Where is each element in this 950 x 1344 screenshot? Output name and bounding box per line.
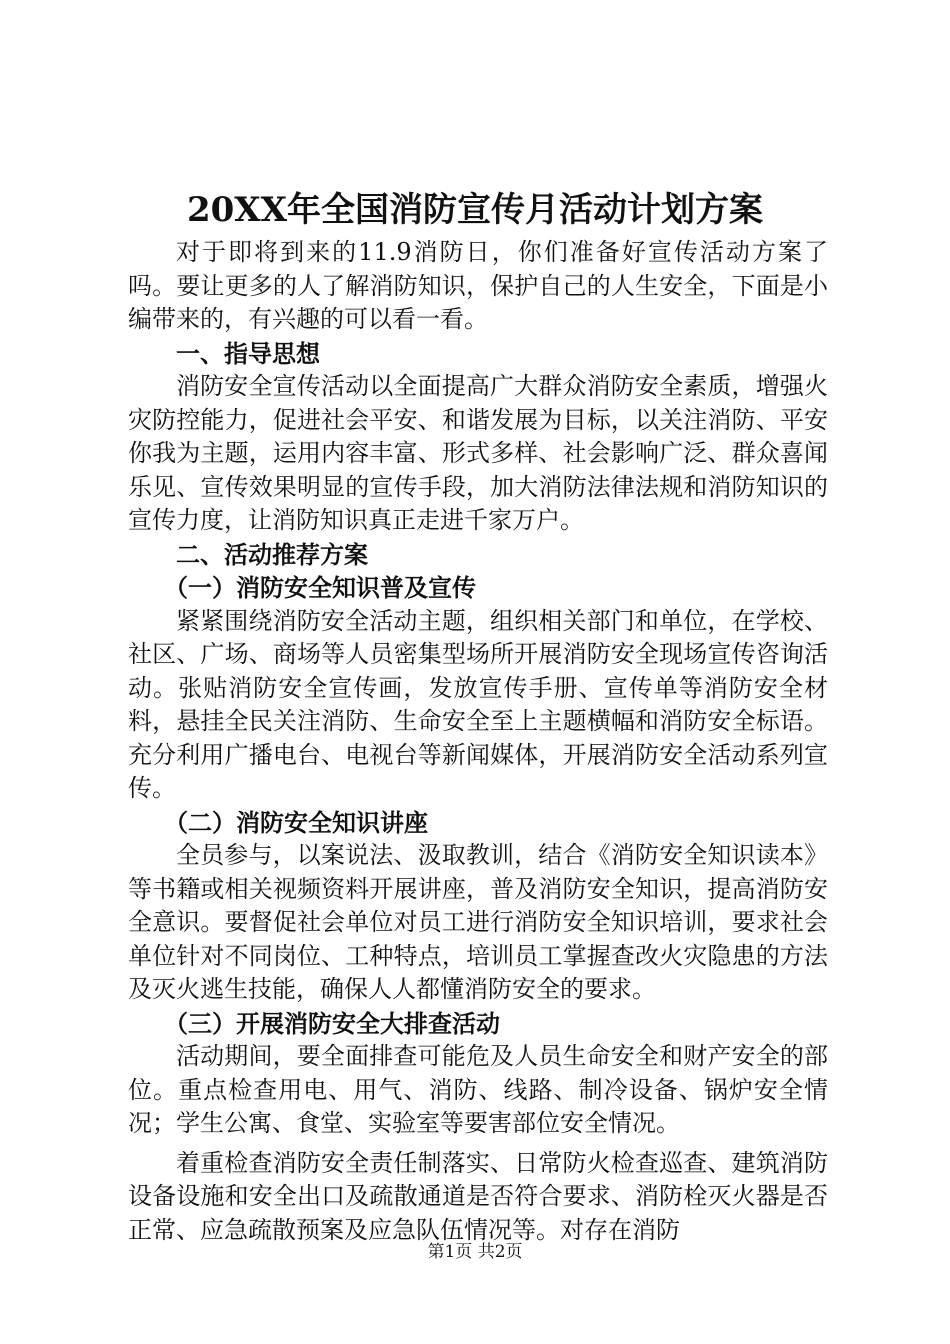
section-paragraph-guiding-ideology: 消防安全宣传活动以全面提高广大群众消防安全素质，增强火灾防控能力，促进社会平安、和谐发展为目标，以关注消防、平安你我为主题，运用内容丰富、形式多样、社会影响广泛、群众喜闻乐见、宣传效果明显的宣传手段，加大消防法律法规和消防知识的宣传力度，让消防知识真正走进千家万户。: [128, 372, 828, 534]
section-heading-activity-plan: 二、活动推荐方案: [176, 539, 368, 569]
page-indicator: 第1页 共2页: [427, 1242, 523, 1262]
subsection-paragraph-safety-inspection-2: 着重检查消防安全责任制落实、日常防火检查巡查、建筑消防设备设施和安全出口及疏散通道是否符合要求、消防栓灭火器是否正常、应急疏散预案及应急队伍情况等。对存在消防: [128, 1148, 828, 1244]
intro-paragraph: 对于即将到来的11.9消防日，你们准备好宣传活动方案了吗。要让更多的人了解消防知识，保护自己的人生安全，下面是小编带来的，有兴趣的可以看一看。: [128, 238, 828, 333]
subsection-heading-safety-inspection: （三）开展消防安全大排查活动: [164, 1008, 500, 1038]
document-body: [128, 236, 828, 1247]
section-heading-guiding-ideology: 一、指导思想: [176, 338, 320, 368]
subsection-paragraph-knowledge-promotion: 紧紧围绕消防安全活动主题，组织相关部门和单位，在学校、社区、广场、商场等人员密集型场所开展消防安全现场宣传咨询活动。张贴消防安全宣传画，发放宣传手册、宣传单等消防安全材料，悬挂全民关注消防、生命安全至上主题横幅和消防安全标语。充分利用广播电台、电视台等新闻媒体，开展消防安全活动系列宣传。: [128, 606, 828, 802]
subsection-paragraph-safety-inspection-1: 活动期间，要全面排查可能危及人员生命安全和财产安全的部位。重点检查用电、用气、消防、线路、制冷设备、锅炉安全情况；学生公寓、食堂、实验室等要害部位安全情况。: [128, 1042, 828, 1137]
subsection-paragraph-knowledge-lecture: 全员参与，以案说法、汲取教训，结合《消防安全知识读本》等书籍或相关视频资料开展讲座，普及消防安全知识，提高消防安全意识。要督促社会单位对员工进行消防安全知识培训，要求社会单位针对不同岗位、工种特点，培训员工掌握查改火灾隐患的方法及灭火逃生技能，确保人人都懂消防安全的要求。: [128, 841, 828, 1003]
document-title: 20XX年全国消防宣传月活动计划方案: [186, 190, 764, 230]
subsection-heading-knowledge-lecture: （二）消防安全知识讲座: [164, 807, 428, 837]
subsection-heading-knowledge-promotion: （一）消防安全知识普及宣传: [164, 573, 476, 602]
